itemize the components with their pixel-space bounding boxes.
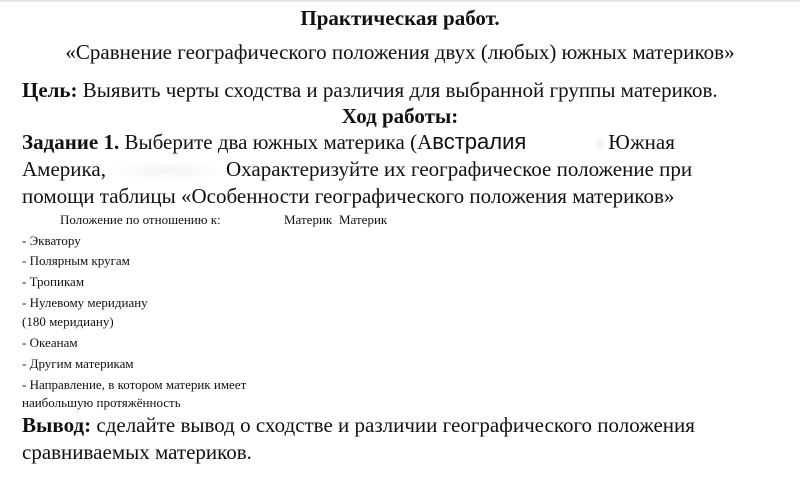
task-line-2 [22,157,692,181]
table-row: - Океанам [22,335,78,350]
table-header-label: Положение по отношению к: [60,212,221,227]
progress-heading: Ход работы: [341,104,459,128]
table-row: - Экватору [22,233,81,248]
goal-text: Выявить черты сходства и различия для выбранной группы материков. [77,78,718,102]
conclusion-line-1 [22,413,695,437]
table-row: - Полярным кругам [22,253,130,268]
table-row: наибольшую протяжённость [22,395,181,410]
task-text-before: Выберите два южных материка (А [119,130,433,154]
table-row: - Тропикам [22,274,85,289]
worksheet-title: Практическая работ. [300,6,500,30]
table-header-col1: Материк [284,212,333,227]
task-label: Задание 1. [22,130,120,154]
erased-mark [594,135,608,153]
task-line2-end: Охарактеризуйте их географическое положение при [225,157,693,181]
table-row: - Другим материкам [22,356,134,371]
worksheet-subtitle: «Сравнение географического положения двух (любых) южных материков» [65,40,735,64]
task-line-1 [22,130,675,154]
conclusion-text: сделайте вывод о сходстве и различии географического положения [91,413,695,437]
erased-area [106,162,226,180]
table-row: - Нулевому меридиану [22,295,148,310]
task-inserted-word: встралия [432,129,527,154]
conclusion-label: Вывод: [22,413,92,437]
goal-line [22,78,718,102]
goal-label: Цель: [22,78,78,102]
table-header-col2: Материк [339,212,388,227]
table-row: (180 меридиану) [22,314,114,329]
conclusion-line-2: сравниваемых материков. [22,440,252,464]
scan-top-edge [0,0,800,2]
task-line-3: помощи таблицы «Особенности географического положения материков» [22,184,675,208]
task-text-after: Южная [608,130,675,154]
task-line2-start: Америка, [22,157,106,181]
table-row: - Направление, в котором материк имеет [22,377,247,392]
